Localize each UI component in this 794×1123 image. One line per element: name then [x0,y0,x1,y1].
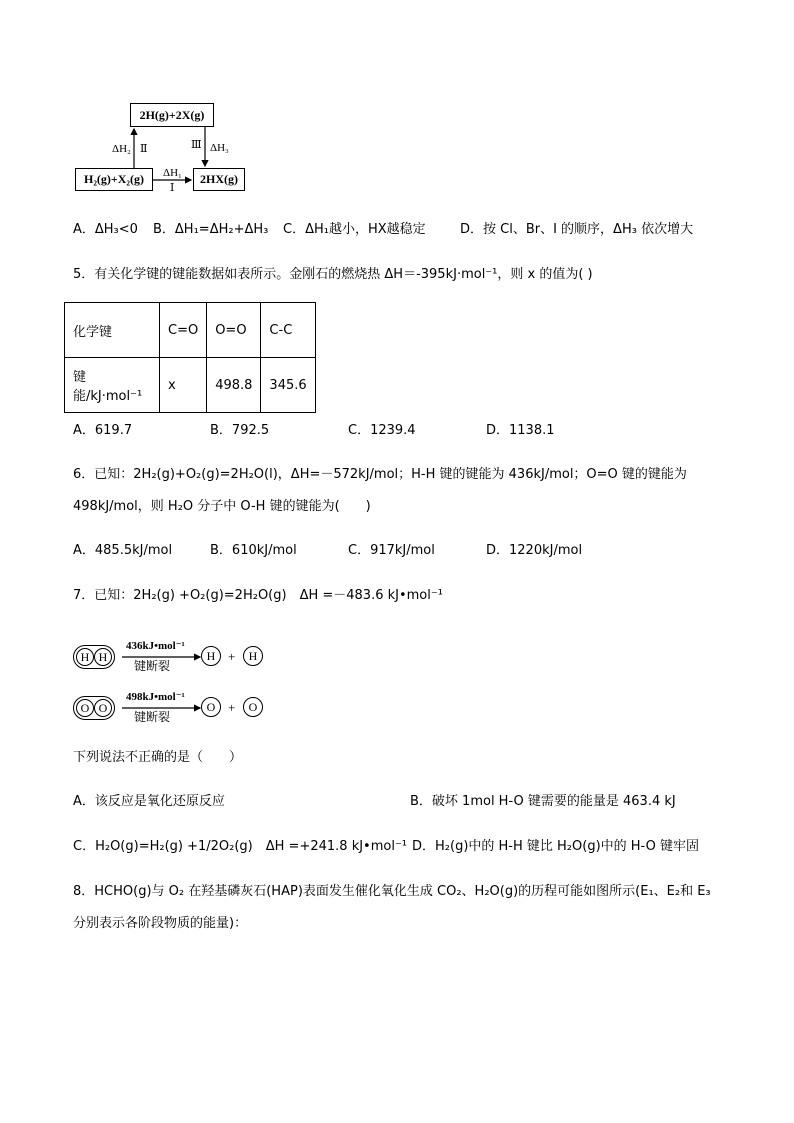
right-state-box: 2HX(g) [193,168,245,191]
o-atom-product: O [243,697,263,717]
table-cell: 化学键 [65,303,160,358]
h-atom-product: H [243,646,263,666]
q4-option-b[interactable]: B．ΔH₁=ΔH₂+ΔH₃ [153,222,269,237]
oo-energy-label: 498kJ•mol⁻¹ [126,691,185,703]
roman-2-label: Ⅱ [140,143,148,155]
table-cell: C-C [261,303,315,358]
q7-stem: 7．已知：2H₂(g) +O₂(g)=2H₂O(g) ΔH =－483.6 kJ•mol⁻¹ [73,588,443,603]
q8-stem-line2: 分别表示各阶段物质的能量)： [73,916,248,931]
q5-option-b[interactable]: B．792.5 [210,423,270,438]
q4-option-d[interactable]: D．按 Cl、Br、I 的顺序，ΔH₃ 依次增大 [460,222,694,237]
q4-option-c[interactable]: C．ΔH₁越小，HX越稳定 [283,222,426,237]
h-atom-product: H [201,646,221,666]
hh-plus: + [228,649,236,664]
table-cell: x [160,358,207,413]
table-cell: 345.6 [261,358,315,413]
q5-stem: 5．有关化学键的键能数据如表所示。金刚石的燃烧热 ΔH＝-395kJ·mol⁻¹，则 x 的值为( ) [73,267,593,282]
o-atom: O [76,699,94,717]
h-atom: H [94,648,112,666]
q6-stem-line2: 498kJ/mol，则 H₂O 分子中 O-H 键的键能为( ) [73,499,371,514]
table-row [65,358,316,413]
oo-break-label: 键断裂 [134,710,171,724]
q6-stem-line1: 6．已知：2H₂(g)+O₂(g)=2H₂O(l)，ΔH=－572kJ/mol；H-H 键的键能为 436kJ/mol；O=O 键的键能为 [73,467,687,482]
dh1-label: ΔH₁ [163,167,182,179]
table-cell: 498.8 [207,358,261,413]
roman-1-label: Ⅰ [170,182,175,194]
hh-energy-label: 436kJ•mol⁻¹ [126,640,185,652]
q6-option-a[interactable]: A．485.5kJ/mol [73,543,173,558]
q4-option-a[interactable]: A．ΔH₃<0 [73,222,138,237]
q7-option-c[interactable]: C．H₂O(g)=H₂(g) +1/2O₂(g) ΔH =+241.8 kJ•mol⁻¹ [73,839,408,854]
roman-3-label: Ⅲ [191,139,202,151]
h-atom: H [76,648,94,666]
oo-plus: + [228,700,236,715]
hh-break-label: 键断裂 [134,659,171,673]
top-state-box: 2H(g)+2X(g) [130,103,214,127]
q6-option-c[interactable]: C．917kJ/mol [348,543,435,558]
q5-option-a[interactable]: A．619.7 [73,423,133,438]
o-atom-product: O [201,697,221,717]
q5-option-c[interactable]: C．1239.4 [348,423,416,438]
table-cell: 键能/kJ·mol⁻¹ [65,358,160,413]
table-cell: C=O [160,303,207,358]
q7-option-d[interactable]: D．H₂(g)中的 H-H 键比 H₂O(g)中的 H-O 键牢固 [412,839,699,854]
dh2-label: ΔH₂ [112,143,131,155]
table-cell: O=O [207,303,261,358]
left-state-box: H₂(g)+X₂(g) [75,168,153,191]
q8-stem-line1: 8．HCHO(g)与 O₂ 在羟基磷灰石(HAP)表面发生催化氧化生成 CO₂、H₂O(g)的历程可能如图所示(E₁、E₂和 E₃ [73,884,711,899]
diagram-arrows [0,0,794,220]
q7-question: 下列说法不正确的是（ ） [73,750,243,765]
q6-option-b[interactable]: B．610kJ/mol [210,543,297,558]
q5-option-d[interactable]: D．1138.1 [486,423,555,438]
o-atom: O [94,699,112,717]
dh3-label: ΔH₃ [210,142,229,154]
q6-option-d[interactable]: D．1220kJ/mol [486,543,583,558]
table-row [65,303,316,358]
q7-option-b[interactable]: B．破坏 1mol H-O 键需要的能量是 463.4 kJ [410,794,676,809]
q7-option-a[interactable]: A．该反应是氧化还原反应 [73,794,225,809]
bond-energy-table [64,302,316,413]
